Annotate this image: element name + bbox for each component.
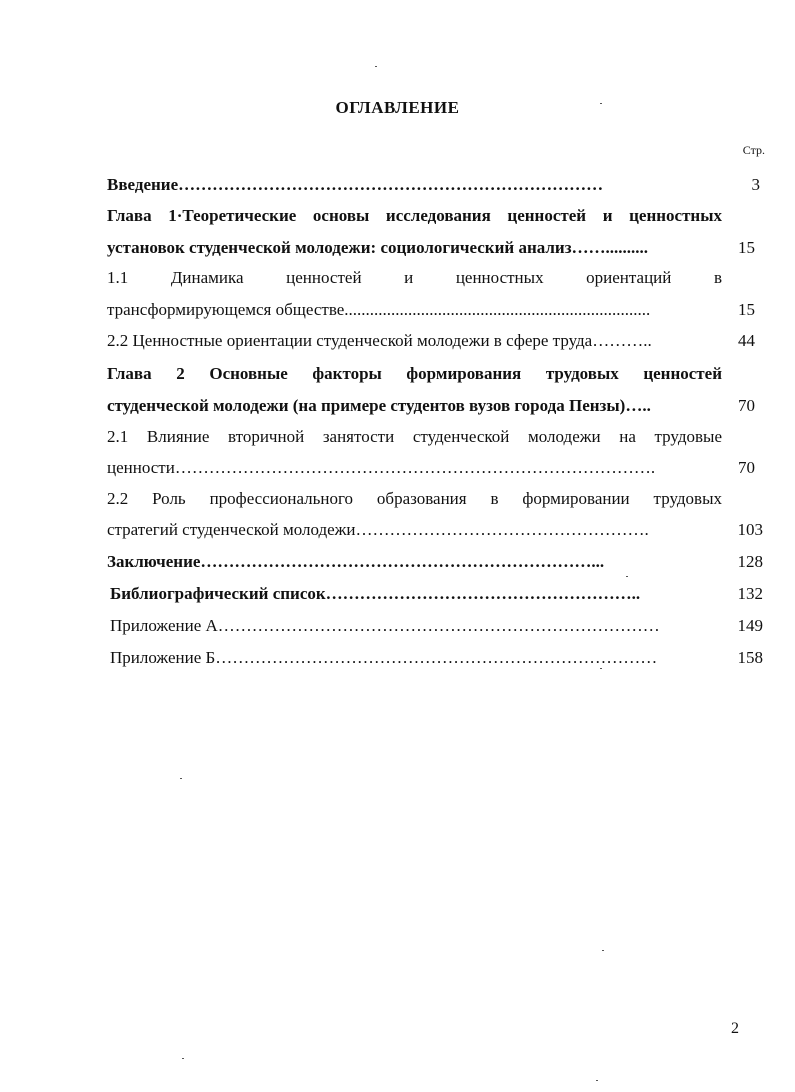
toc-page-number: 44 <box>738 331 755 350</box>
toc-page-number: 103 <box>737 520 763 539</box>
toc-entry-appendix-b: Приложение Б…………………………………………………………………… <box>110 648 658 667</box>
toc-entry-chapter-1-line-1: Глава 1·Теоретические основы исследования ценностей и ценностных <box>107 206 722 225</box>
toc-entry-chapter-1-line-2: установок студенческой молодежи: социологический анализ…….......... <box>107 238 649 257</box>
scan-speck <box>602 950 604 951</box>
scan-speck <box>180 778 182 779</box>
toc-entry-introduction <box>107 175 719 195</box>
toc-page-number: 128 <box>737 552 763 571</box>
page-number: 2 <box>731 1020 739 1037</box>
toc-entry-appendix-a: Приложение А…………………………………………………………………… <box>110 616 660 635</box>
toc-page-number: 158 <box>737 648 763 667</box>
toc-page-number: 70 <box>738 458 755 477</box>
page-column-label: Стр. <box>742 143 765 157</box>
scan-speck <box>596 1080 598 1081</box>
scan-speck <box>182 1058 184 1059</box>
toc-entry-bibliography: Библиографический список……………………………………………….. <box>110 584 641 603</box>
toc-page-number: 3 <box>751 175 760 194</box>
toc-page-number: 70 <box>738 396 755 415</box>
toc-entry-conclusion: Заключение……………………………………………………………... <box>107 552 605 571</box>
toc-entry-section-1-1-line-1: 1.1 Динамика ценностей и ценностных ориентаций в <box>107 268 722 287</box>
toc-entry-section-2-2-b-line-2: стратегий студенческой молодежи……………………………………………. <box>107 520 649 539</box>
scan-speck <box>600 103 602 104</box>
toc-entry-chapter-2-line-1: Глава 2 Основные факторы формирования трудовых ценностей <box>107 364 722 383</box>
toc-page-number: 132 <box>737 584 763 603</box>
scan-speck <box>626 576 628 577</box>
toc-entry-section-2-1-line-2: ценности…………………………………………………………………………. <box>107 458 656 477</box>
toc-page-number: 149 <box>737 616 763 635</box>
scan-speck <box>375 66 377 67</box>
toc-page-number: 15 <box>738 238 755 257</box>
toc-entry-text: Введение………………………………………………………………… <box>107 175 604 194</box>
toc-entry-section-2-2-a: 2.2 Ценностные ориентации студенческой молодежи в сфере труда……….. <box>107 331 652 350</box>
toc-page-number: 15 <box>738 300 755 319</box>
page-title: ОГЛАВЛЕНИЕ <box>335 98 460 117</box>
toc-entry-chapter-2-line-2: студенческой молодежи (на примере студентов вузов города Пензы)….. <box>107 396 651 415</box>
toc-entry-section-2-1-line-1: 2.1 Влияние вторичной занятости студенческой молодежи на трудовые <box>107 427 722 446</box>
toc-entry-section-2-2-b-line-1: 2.2 Роль профессионального образования в формировании трудовых <box>107 489 722 508</box>
scan-speck <box>600 668 602 669</box>
toc-entry-section-1-1-line-2: трансформирующемся обществе........................................................................ <box>107 300 651 319</box>
